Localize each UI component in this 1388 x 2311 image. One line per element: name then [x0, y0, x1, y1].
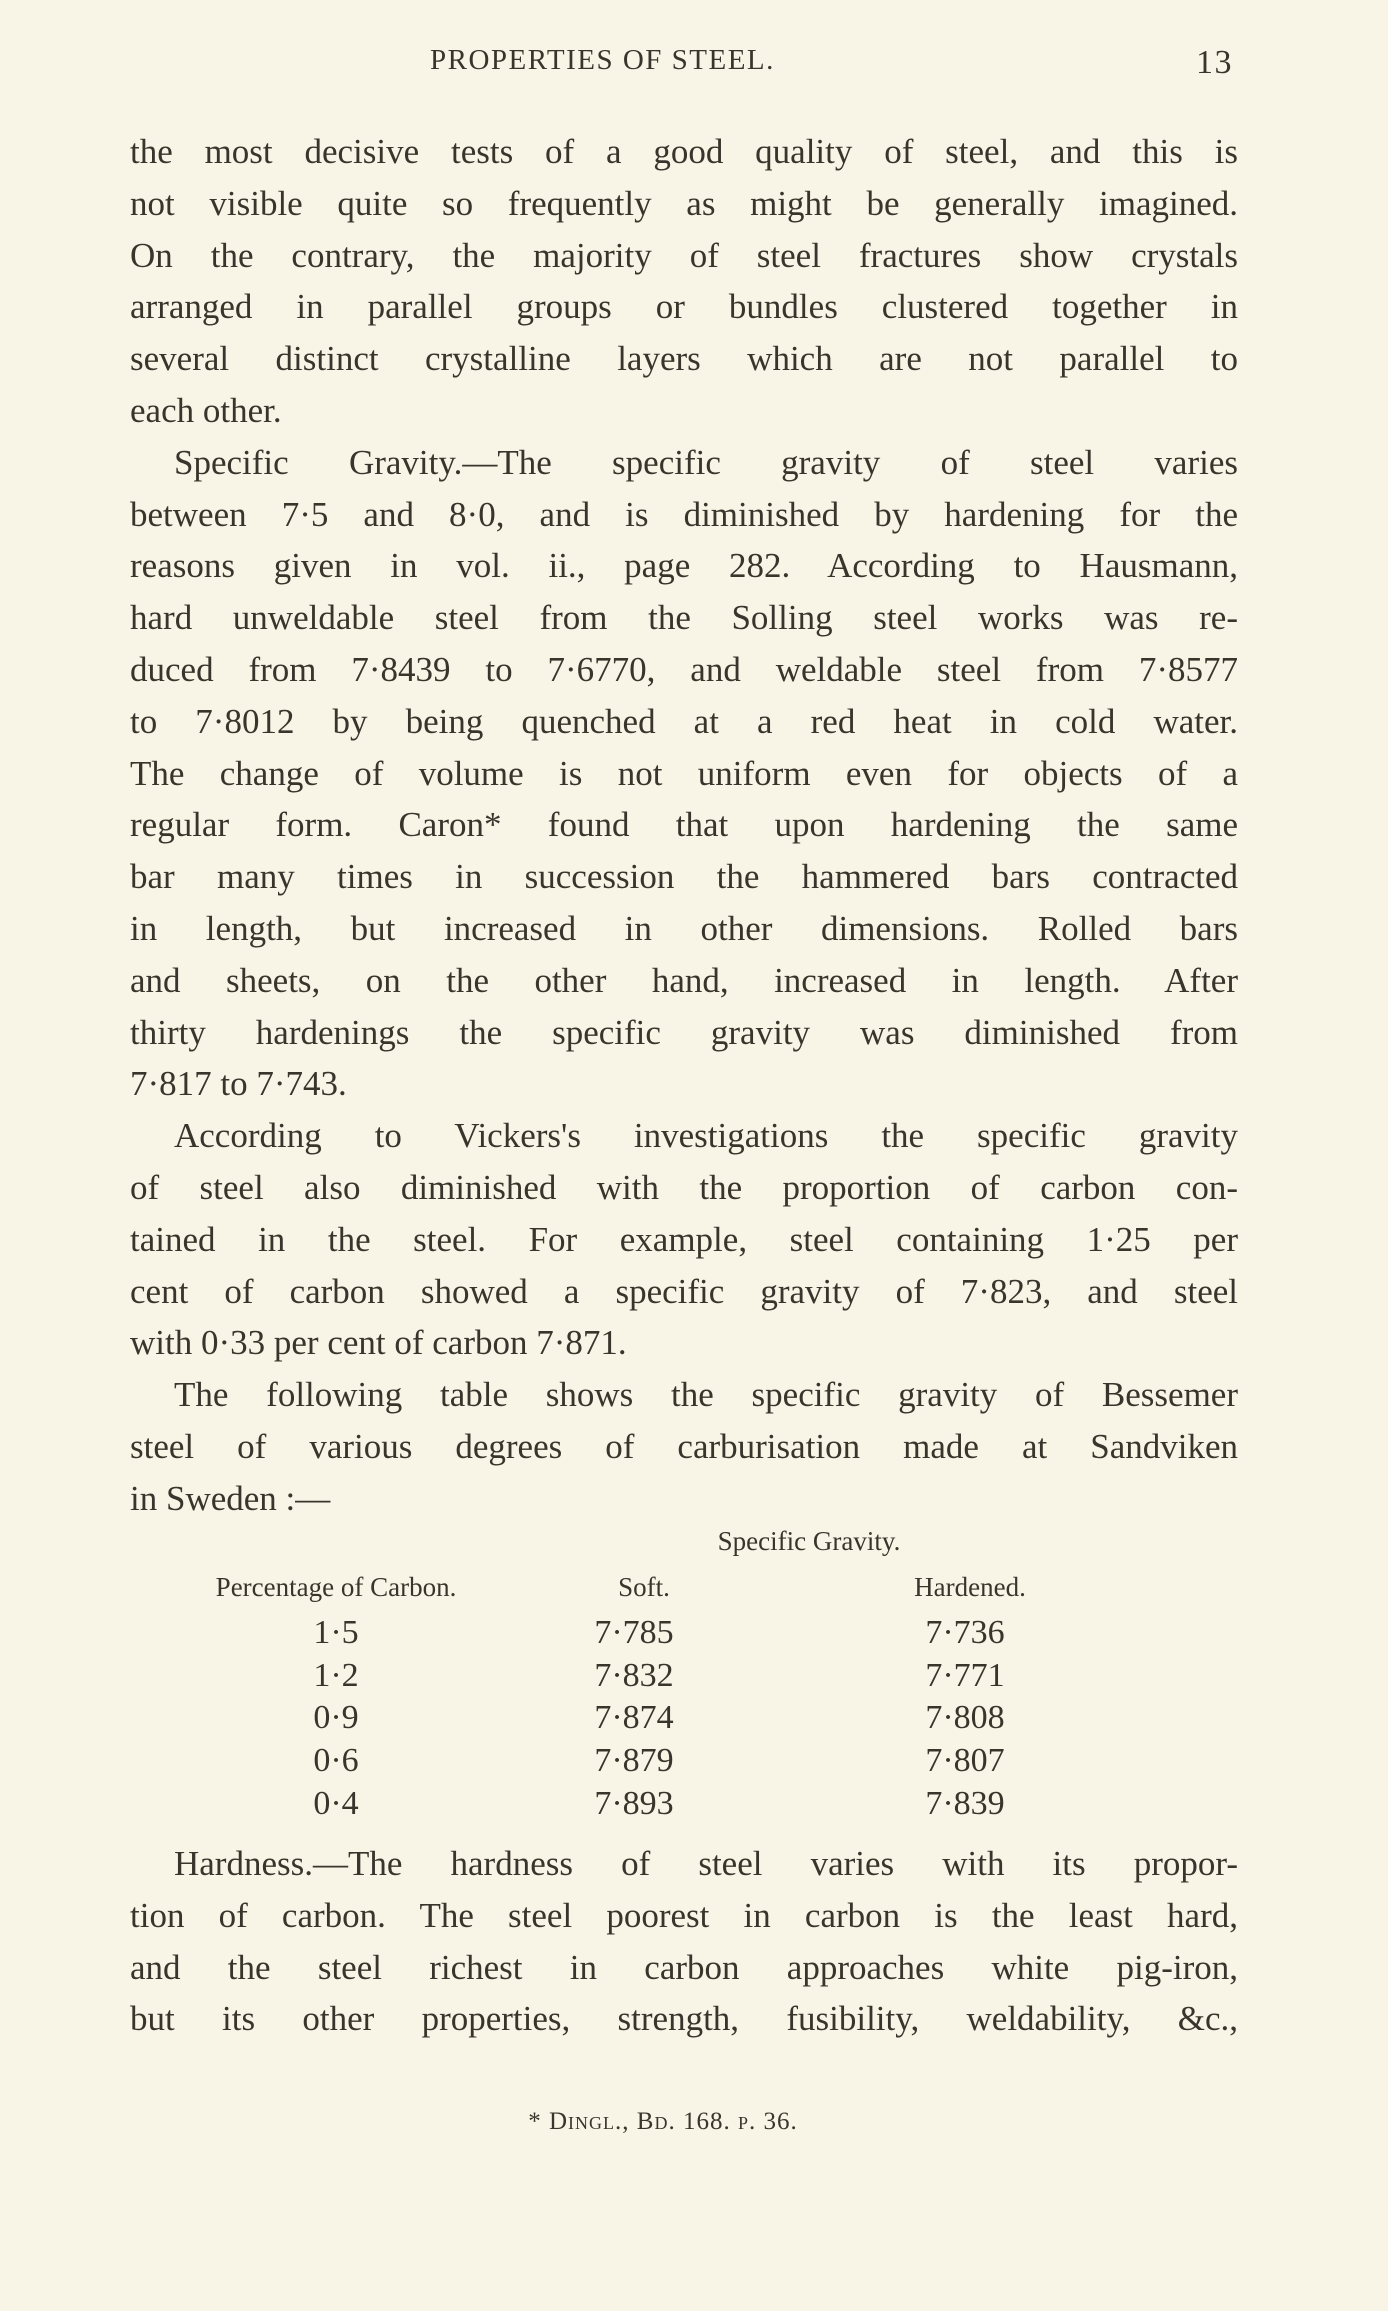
- running-header: PROPERTIES OF STEEL.: [430, 44, 775, 76]
- table-cell: 7·839: [925, 1784, 1005, 1822]
- text-line: the most decisive tests of a good quality of steel, and this is: [130, 132, 1238, 171]
- text-line: not visible quite so frequently as might be generally imagined.: [130, 183, 1238, 223]
- table-cell: 1·2: [313, 1656, 359, 1694]
- text-line: of steel also diminished with the proportion of carbon con-: [130, 1167, 1238, 1207]
- text-line: duced from 7·8439 to 7·6770, and weldable steel from 7·8577: [130, 649, 1238, 689]
- table-cell: 7·808: [925, 1699, 1005, 1737]
- text-line: hard unweldable steel from the Solling steel works was re-: [130, 598, 1238, 638]
- text-line: Hardness.—The hardness of steel varies with its propor-: [174, 1844, 1238, 1883]
- text-line: On the contrary, the majority of steel fractures show crystals: [130, 235, 1238, 275]
- text-line: bar many times in succession the hammered bars contracted: [130, 857, 1238, 897]
- body-text-continued: [130, 1838, 1238, 2045]
- text-line: and sheets, on the other hand, increased in length. After: [130, 960, 1238, 1000]
- text-line: in Sweden :—: [130, 1478, 331, 1518]
- footnote: * Dingl., Bd. 168. p. 36.: [528, 2108, 798, 2135]
- text-line: arranged in parallel groups or bundles clustered together in: [130, 287, 1238, 327]
- table-cell: 1·5: [313, 1614, 359, 1651]
- table-group-header: Specific Gravity.: [717, 1526, 901, 1556]
- text-line: thirty hardenings the specific gravity was diminished from: [130, 1012, 1238, 1052]
- table-cell: 7·879: [594, 1742, 674, 1780]
- text-line: The following table shows the specific gravity of Bessemer: [174, 1375, 1238, 1415]
- text-line: 7·817 to 7·743.: [130, 1064, 347, 1104]
- text-line: but its other properties, strength, fusibility, weldability, &c.,: [130, 1999, 1238, 2039]
- text-line: The change of volume is not uniform even for objects of a: [130, 753, 1238, 793]
- text-line: and the steel richest in carbon approaches white pig-iron,: [130, 1947, 1238, 1987]
- page-number: 13: [1196, 44, 1233, 81]
- text-line: Specific Gravity.—The specific gravity of steel varies: [174, 442, 1238, 482]
- text-line: in length, but increased in other dimensions. Rolled bars: [130, 908, 1238, 948]
- text-line: each other.: [130, 390, 282, 430]
- text-line: several distinct crystalline layers which are not parallel to: [130, 339, 1238, 379]
- table-cell: 7·736: [925, 1614, 1005, 1651]
- text-line: between 7·5 and 8·0, and is diminished by hardening for the: [130, 494, 1238, 534]
- table-cell: 0·9: [313, 1699, 359, 1737]
- text-line: reasons given in vol. ii., page 282. According to Hausmann,: [130, 546, 1238, 586]
- table-cell: 7·893: [594, 1784, 674, 1822]
- text-line: with 0·33 per cent of carbon 7·871.: [130, 1323, 627, 1363]
- table-cell: 7·807: [925, 1742, 1005, 1780]
- text-line: tained in the steel. For example, steel containing 1·25 per: [130, 1219, 1238, 1259]
- column-header-hardened: Hardened.: [914, 1572, 1026, 1602]
- text-line: According to Vickers's investigations the specific gravity: [174, 1116, 1238, 1156]
- table-cell: 7·874: [594, 1699, 674, 1737]
- text-line: cent of carbon showed a specific gravity of 7·823, and steel: [130, 1271, 1238, 1311]
- column-header-soft: Soft.: [618, 1572, 670, 1602]
- text-line: regular form. Caron* found that upon hardening the same: [130, 805, 1238, 845]
- text-line: tion of carbon. The steel poorest in carbon is the least hard,: [130, 1895, 1238, 1935]
- column-header-carbon: Percentage of Carbon.: [215, 1572, 457, 1602]
- table-cell: 7·785: [594, 1614, 674, 1651]
- body-text: [130, 126, 1238, 1525]
- text-line: to 7·8012 by being quenched at a red heat in cold water.: [130, 701, 1238, 741]
- table-cell: 7·832: [594, 1656, 674, 1694]
- table-cell: 0·4: [313, 1784, 359, 1822]
- table-cell: 7·771: [925, 1656, 1005, 1694]
- text-line: steel of various degrees of carburisation made at Sandviken: [130, 1426, 1238, 1466]
- table-cell: 0·6: [313, 1742, 359, 1780]
